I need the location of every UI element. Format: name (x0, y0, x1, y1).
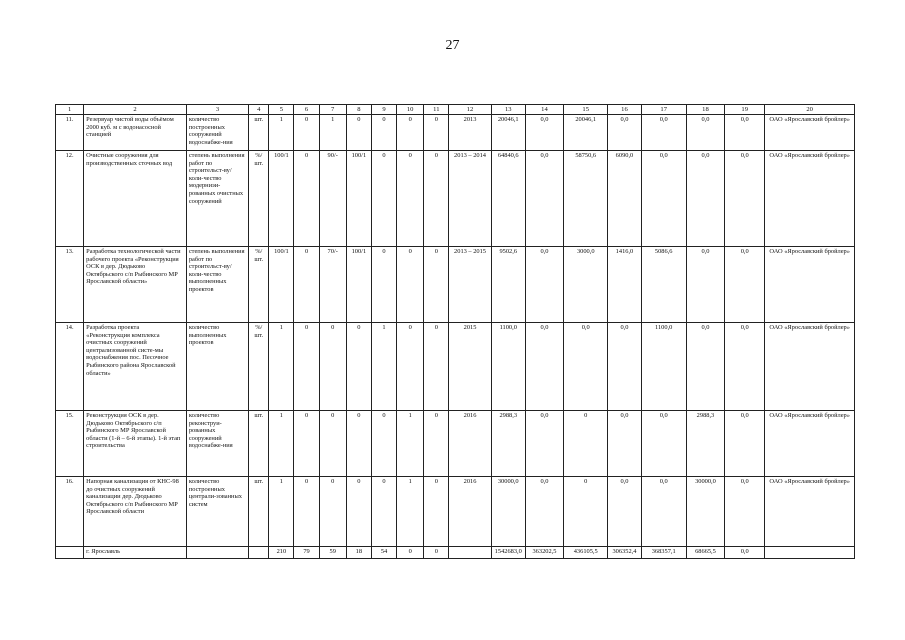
table-cell (765, 547, 855, 559)
header-cell: 5 (269, 105, 294, 115)
table-cell: 0,0 (525, 115, 563, 151)
table-cell: 0 (424, 247, 449, 323)
table-cell: 0,0 (608, 411, 641, 477)
table-cell: количество построенных сооружений водоснабже-ния (186, 115, 248, 151)
table-cell: шт. (249, 411, 269, 477)
table-cell: 11. (56, 115, 84, 151)
header-row (56, 105, 855, 115)
table-cell: 100/1 (346, 247, 371, 323)
table-cell: степень выполнения работ по строительст-ву/ коли-чество выполненных проектов (186, 247, 248, 323)
table-cell: 0,0 (725, 115, 765, 151)
header-cell: 9 (371, 105, 396, 115)
table-cell: 0,0 (725, 547, 765, 559)
table-cell: Резервуар чистой воды объёмом 2000 куб. м с водонасосной станцией (84, 115, 187, 151)
table-cell: 0 (294, 151, 319, 247)
header-cell: 17 (641, 105, 686, 115)
table-cell: 30000,0 (686, 477, 724, 547)
table-cell: 0 (424, 547, 449, 559)
table-cell: 0,0 (641, 151, 686, 247)
header-cell: 3 (186, 105, 248, 115)
table-cell: 0,0 (608, 323, 641, 411)
header-cell: 14 (525, 105, 563, 115)
table-cell: 9502,6 (491, 247, 525, 323)
table-cell: степень выполнения работ по строительст-ву/ коли-чество модерниэи-рованных очистных сооружений (186, 151, 248, 247)
table-cell: 0,0 (525, 151, 563, 247)
header-cell: 7 (319, 105, 346, 115)
table-cell: 0 (371, 477, 396, 547)
header-cell: 10 (397, 105, 424, 115)
header-cell: 19 (725, 105, 765, 115)
table-cell: 54 (371, 547, 396, 559)
summary-row (56, 547, 855, 559)
table-cell: 0,0 (725, 247, 765, 323)
table-cell: 12. (56, 151, 84, 247)
table-cell: количество реконструи-рованных сооружений водоснабже-ния (186, 411, 248, 477)
table-cell: 0 (371, 247, 396, 323)
table-cell: 0 (397, 151, 424, 247)
table-row (56, 477, 855, 547)
table-cell: ОАО «Ярославский бройлер» (765, 115, 855, 151)
header-cell: 16 (608, 105, 641, 115)
table-cell: 0 (346, 115, 371, 151)
table-cell: количество построенных централи-зованных систем (186, 477, 248, 547)
table-cell: 5086,6 (641, 247, 686, 323)
table-cell: г. Ярославль (84, 547, 187, 559)
header-cell: 15 (564, 105, 608, 115)
table-cell: ОАО «Ярославский бройлер» (765, 247, 855, 323)
table-cell: 0 (371, 115, 396, 151)
table-row (56, 411, 855, 477)
table-cell: 0,0 (608, 115, 641, 151)
table-cell: 0 (424, 115, 449, 151)
table-row (56, 151, 855, 247)
table-cell: 0 (294, 411, 319, 477)
table-cell: 1 (397, 411, 424, 477)
header-cell: 6 (294, 105, 319, 115)
table-cell: 100/1 (269, 151, 294, 247)
header-cell: 1 (56, 105, 84, 115)
table-cell: 16. (56, 477, 84, 547)
table-cell: 0,0 (725, 323, 765, 411)
table-cell: ОАО «Ярославский бройлер» (765, 151, 855, 247)
table-cell: 0 (424, 411, 449, 477)
table-cell: 363202,5 (525, 547, 563, 559)
table-cell: 1 (319, 115, 346, 151)
table-cell: шт. (249, 477, 269, 547)
table-cell: 0 (397, 547, 424, 559)
table-cell: 0 (371, 151, 396, 247)
table-cell: 1416,0 (608, 247, 641, 323)
page-number: 27 (445, 38, 460, 53)
table-cell: 20046,1 (564, 115, 608, 151)
table-cell: ОАО «Ярославский бройлер» (765, 323, 855, 411)
table-cell: 0 (424, 323, 449, 411)
table-cell: %/ шт. (249, 247, 269, 323)
table-cell: 1 (269, 115, 294, 151)
table-cell: 64840,6 (491, 151, 525, 247)
table-cell: 2013 (449, 115, 491, 151)
header-cell: 20 (765, 105, 855, 115)
table-cell: 0,0 (608, 477, 641, 547)
table-cell: 59 (319, 547, 346, 559)
table-cell: 0 (294, 115, 319, 151)
table-cell: 0,0 (686, 115, 724, 151)
table-cell: 0,0 (525, 247, 563, 323)
table-cell: 79 (294, 547, 319, 559)
header-cell: 2 (84, 105, 187, 115)
table-cell: 2013 – 2015 (449, 247, 491, 323)
table-row (56, 323, 855, 411)
table-cell: 90/- (319, 151, 346, 247)
table-cell: Очистные сооружения для производственных сточных вод (84, 151, 187, 247)
table-cell: 14. (56, 323, 84, 411)
table-cell: 0 (294, 323, 319, 411)
table-cell: 0,0 (564, 323, 608, 411)
table-cell (56, 547, 84, 559)
table-cell: 100/1 (269, 247, 294, 323)
table-cell: 0,0 (686, 247, 724, 323)
table-cell: 0,0 (725, 411, 765, 477)
table-cell: 0 (319, 323, 346, 411)
table-cell: 6090,0 (608, 151, 641, 247)
table-cell: 0 (319, 477, 346, 547)
table-cell: 0 (397, 115, 424, 151)
data-table (55, 104, 855, 559)
table-cell: Разработка технологической части рабочего проекта «Реконструкция ОСК в дер. Дюдьково Октябрьского с/п Рыбинского МР Ярославской области» (84, 247, 187, 323)
table-cell: 0 (424, 151, 449, 247)
table-cell: 0,0 (525, 411, 563, 477)
table-cell: 0 (397, 247, 424, 323)
table-cell: 1 (269, 323, 294, 411)
table-body (56, 105, 855, 559)
table-cell: 436105,5 (564, 547, 608, 559)
table-cell (186, 547, 248, 559)
table-cell: 0 (294, 247, 319, 323)
table-row (56, 247, 855, 323)
table-cell: 0 (294, 477, 319, 547)
table-cell: 0 (346, 411, 371, 477)
table-cell: 0,0 (641, 115, 686, 151)
table-cell: 0 (371, 411, 396, 477)
table-cell: 368357,1 (641, 547, 686, 559)
header-cell: 12 (449, 105, 491, 115)
table-cell: 1542683,0 (491, 547, 525, 559)
table-cell: 15. (56, 411, 84, 477)
table-cell: ОАО «Ярославский бройлер» (765, 477, 855, 547)
table-cell: 0,0 (686, 323, 724, 411)
table-cell: 1100,0 (491, 323, 525, 411)
table-cell: Реконструкция ОСК в дер. Дюдьково Октябрьского с/п Рыбинского МР Ярославской области (1-й – 6-й этапы). 1-й этап строительства (84, 411, 187, 477)
table-cell: 2016 (449, 411, 491, 477)
table-cell: 1100,0 (641, 323, 686, 411)
table-cell: 0 (564, 411, 608, 477)
table-cell: 0,0 (525, 477, 563, 547)
table-cell: 306352,4 (608, 547, 641, 559)
header-cell: 13 (491, 105, 525, 115)
table-cell: 1 (397, 477, 424, 547)
table-cell: 0,0 (725, 477, 765, 547)
table-cell: 0,0 (525, 323, 563, 411)
table-row (56, 115, 855, 151)
table-cell: 2015 (449, 323, 491, 411)
table-cell: 3000,0 (564, 247, 608, 323)
table-cell: количество выполненных проектов (186, 323, 248, 411)
table-cell: 20046,1 (491, 115, 525, 151)
table-cell: 0 (397, 323, 424, 411)
table-cell: %/ шт. (249, 323, 269, 411)
table-cell: 58750,6 (564, 151, 608, 247)
table-cell: 30000,0 (491, 477, 525, 547)
table-cell: ОАО «Ярославский бройлер» (765, 411, 855, 477)
table-cell: Напорная канализация от КНС-98 до очистных сооружений канализации дер. Дюдьково Октябрьского с/п Рыбинского МР Ярославской области (84, 477, 187, 547)
table-cell: 100/1 (346, 151, 371, 247)
table-cell (249, 547, 269, 559)
header-cell: 8 (346, 105, 371, 115)
table-cell: 1 (371, 323, 396, 411)
header-cell: 11 (424, 105, 449, 115)
table-cell: 0,0 (641, 411, 686, 477)
table-cell: 0 (346, 323, 371, 411)
table-cell: 0 (424, 477, 449, 547)
table-cell: 0,0 (641, 477, 686, 547)
table-cell: 0 (319, 411, 346, 477)
table-cell: 1 (269, 477, 294, 547)
table-cell: 2013 – 2014 (449, 151, 491, 247)
table-cell: 18 (346, 547, 371, 559)
table-cell (449, 547, 491, 559)
table-cell: Разработка проекта «Реконструкция комплекса очистных сооружений централизованной систе-мы водоснабжения пос. Песочное Рыбинского района Ярославской области» (84, 323, 187, 411)
table-cell: 70/- (319, 247, 346, 323)
table-cell: 13. (56, 247, 84, 323)
table-cell: 68665,5 (686, 547, 724, 559)
header-cell: 4 (249, 105, 269, 115)
table-cell: 210 (269, 547, 294, 559)
table-cell: шт. (249, 115, 269, 151)
table-cell: 2988,3 (686, 411, 724, 477)
table-cell: 0 (346, 477, 371, 547)
header-cell: 18 (686, 105, 724, 115)
table-cell: 0,0 (725, 151, 765, 247)
table-cell: 1 (269, 411, 294, 477)
table-cell: 0 (564, 477, 608, 547)
table-cell: %/ шт. (249, 151, 269, 247)
table-cell: 2988,3 (491, 411, 525, 477)
table-cell: 0,0 (686, 151, 724, 247)
table-cell: 2016 (449, 477, 491, 547)
